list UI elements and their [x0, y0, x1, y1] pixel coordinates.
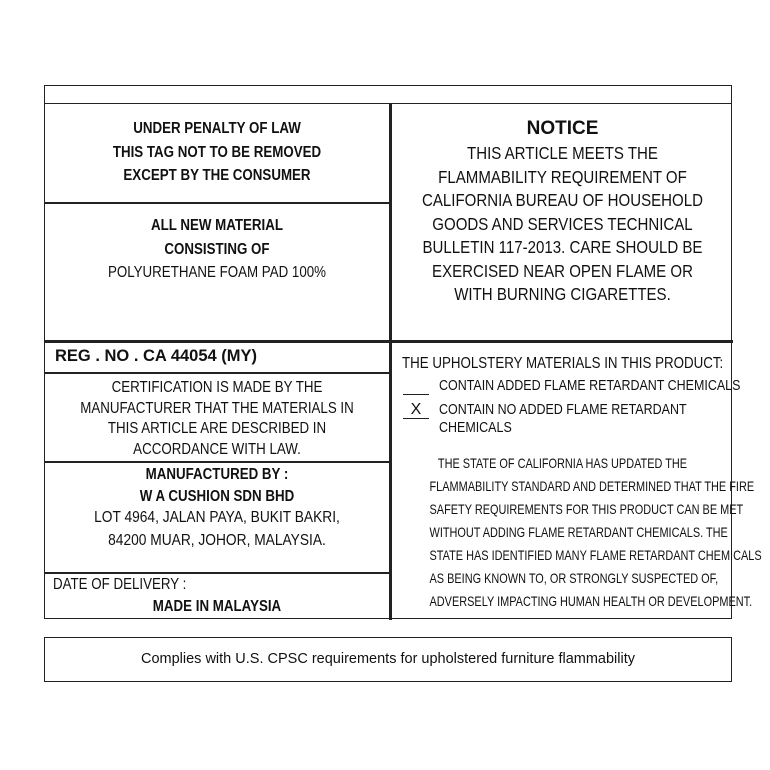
country-of-origin: MADE IN MALAYSIA	[152, 598, 282, 615]
option-added-label: CONTAIN ADDED FLAME RETARDANT CHEMICALS	[439, 378, 741, 394]
notice-line: THIS ARTICLE MEETS THE	[467, 143, 658, 163]
penalty-line: EXCEPT BY THE CONSUMER	[123, 167, 311, 184]
option-added-checkbox	[403, 377, 429, 395]
penalty-line: UNDER PENALTY OF LAW	[133, 120, 301, 137]
notice-line: CALIFORNIA BUREAU OF HOUSEHOLD	[421, 190, 703, 210]
notice-line: GOODS AND SERVICES TECHNICAL	[432, 213, 693, 234]
tag-top-strip	[45, 86, 731, 104]
divider-penalty	[45, 202, 389, 204]
certification-line: CERTIFICATION IS MADE BY THE	[111, 379, 323, 396]
material-description	[69, 214, 365, 285]
option-no-added-line: CONTAIN NO ADDED FLAME RETARDANT	[439, 402, 687, 418]
notice-title: NOTICE	[526, 118, 599, 139]
manufacturer-address-line: 84200 MUAR, JOHOR, MALAYSIA.	[108, 531, 326, 549]
manufacturer-name: W A CUSHION SDN BHD	[139, 487, 295, 505]
certification-line: ACCORDANCE WITH LAW.	[133, 440, 301, 458]
divider-certification	[45, 461, 389, 463]
option-no-added-line: CHEMICALS	[439, 420, 512, 436]
statement-line: AS BEING KNOWN TO, OR STRONGLY SUSPECTED OF,	[429, 570, 719, 586]
notice-line: BULLETIN 117-2013. CARE SHOULD BE	[422, 237, 703, 257]
option-no-added-label	[439, 401, 687, 437]
notice-line: WITH BURNING CIGARETTES.	[454, 284, 671, 304]
certification-line: MANUFACTURER THAT THE MATERIALS IN	[80, 399, 354, 417]
california-statement	[392, 452, 762, 613]
certification-line: THIS ARTICLE ARE DESCRIBED IN	[107, 420, 327, 437]
statement-line: WITHOUT ADDING FLAME RETARDANT CHEMICALS. THE	[429, 524, 728, 540]
statement-line: FLAMMABILITY STANDARD AND DETERMINED THAT THE FIRE	[429, 478, 755, 494]
divider-reg	[45, 372, 389, 374]
manufacturer-info	[69, 464, 365, 552]
cpsc-compliance-footer	[44, 637, 732, 682]
manufacturer-address-line: LOT 4964, JALAN PAYA, BUKIT BAKRI,	[94, 509, 340, 526]
statement-line: ADVERSELY IMPACTING HUMAN HEALTH OR DEVELOPMENT.	[429, 593, 753, 609]
penalty-warning	[69, 117, 365, 188]
option-no-added-checkbox: X	[403, 401, 429, 419]
divider-notice	[392, 340, 733, 343]
law-tag	[44, 85, 762, 619]
notice-line: FLAMMABILITY REQUIREMENT OF	[438, 166, 687, 187]
material-heading-line: ALL NEW MATERIAL	[150, 217, 284, 234]
material-heading-line: CONSISTING OF	[164, 240, 270, 258]
notice-line: EXERCISED NEAR OPEN FLAME OR	[432, 260, 693, 281]
registration-number: REG . NO . CA 44054 (MY)	[55, 347, 258, 365]
material-content: POLYURETHANE FOAM PAD 100%	[107, 264, 327, 281]
penalty-line: THIS TAG NOT TO BE REMOVED	[112, 143, 322, 161]
delivery-date-label: DATE OF DELIVERY :	[53, 576, 187, 593]
upholstery-heading: THE UPHOLSTERY MATERIALS IN THIS PRODUCT:	[402, 355, 724, 372]
statement-line: THE STATE OF CALIFORNIA HAS UPDATED THE	[437, 455, 688, 471]
statement-line: SAFETY REQUIREMENTS FOR THIS PRODUCT CAN BE MET	[429, 501, 744, 517]
cpsc-compliance-text: Complies with U.S. CPSC requirements for upholstered furniture flammability	[141, 651, 635, 667]
certification-statement	[69, 378, 365, 460]
statement-line: STATE HAS IDENTIFIED MANY FLAME RETARDANT CHEMICALS	[429, 547, 762, 563]
manufacturer-label: MANUFACTURED BY :	[145, 466, 289, 483]
notice-block	[392, 116, 733, 307]
divider-material	[45, 340, 389, 343]
